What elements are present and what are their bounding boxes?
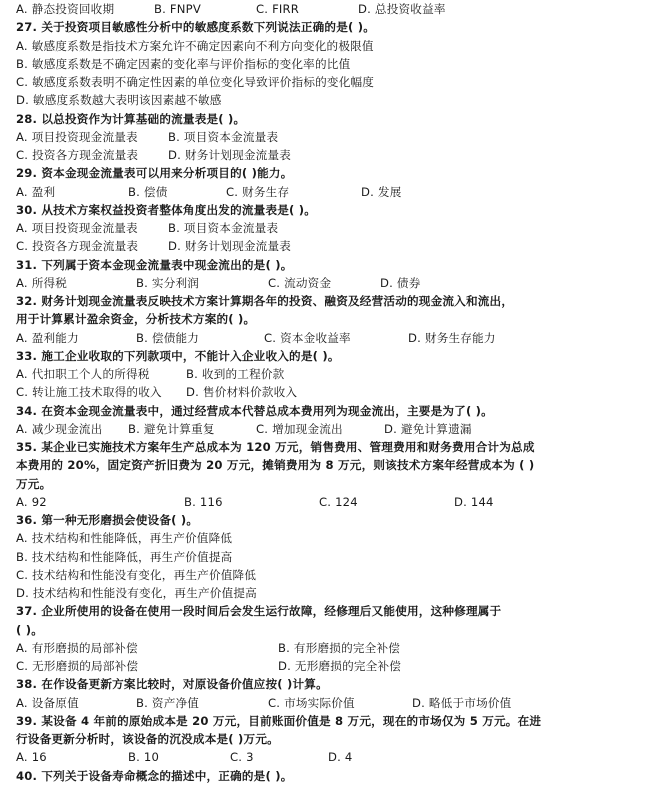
- question-28: 28. 以总投资作为计算基础的流量表是( )。: [16, 111, 246, 126]
- option-b: B. 116: [184, 494, 223, 509]
- q36-option-a: A. 技术结构和性能降低，再生产价值降低: [16, 531, 233, 546]
- option-a: A. 92: [16, 494, 47, 509]
- question-29: 29. 资本金现金流量表可以用来分析项目的( )能力。: [16, 166, 293, 181]
- option-b: B. 实分利润: [136, 275, 200, 290]
- q38-options: [16, 694, 646, 712]
- question-37-line1: 37. 企业所使用的设备在使用一段时间后会发生运行故障，经修理后又能使用，这种修理属于: [16, 604, 502, 619]
- q33-options-cd: [16, 383, 646, 401]
- q35-options: [16, 493, 646, 511]
- option-c: C. 转让施工技术取得的收入: [16, 385, 162, 400]
- option-d: D. 财务计划现金流量表: [168, 239, 292, 254]
- option-c: C. FIRR: [256, 2, 300, 16]
- option-a: A. 有形磨损的局部补偿: [16, 640, 138, 655]
- q28-options-cd: [16, 146, 646, 164]
- option-b: B. 项目资本金流量表: [168, 221, 279, 235]
- q27-option-d: D. 敏感度系数越大表明该因素越不敏感: [16, 93, 222, 108]
- option-c: C. 124: [319, 494, 358, 509]
- q27-option-b: B. 敏感度系数是不确定因素的变化率与评价指标的变化率的比值: [16, 56, 351, 71]
- question-30: 30. 从技术方案权益投资者整体角度出发的流量表是( )。: [16, 202, 317, 217]
- option-a: A. 盈利能力: [16, 330, 79, 345]
- option-c: C. 投资各方现金流量表: [16, 239, 139, 254]
- option-b: B. 偿债能力: [136, 330, 200, 345]
- option-b: B. 资产净值: [136, 695, 200, 710]
- question-40-partial: 40. 下列关于设备寿命概念的描述中，正确的是( )。: [16, 768, 293, 783]
- option-b: B. 避免计算重复: [128, 421, 215, 436]
- q37-options-ab: [16, 639, 646, 657]
- question-31: 31. 下列属于资本金现金流量表中现金流出的是( )。: [16, 257, 293, 272]
- question-37-line2: ( )。: [16, 622, 44, 637]
- option-a: A. 代扣职工个人的所得税: [16, 367, 150, 381]
- q33-options-ab: [16, 365, 646, 383]
- option-a: A. 设备原值: [16, 695, 79, 710]
- question-38: 38. 在作设备更新方案比较时，对原设备价值应按( )计算。: [16, 677, 328, 692]
- option-c: C. 流动资金: [268, 275, 332, 290]
- q27-option-a: A. 敏感度系数是指技术方案允许不确定因素向不利方向变化的极限值: [16, 38, 374, 53]
- option-c: C. 投资各方现金流量表: [16, 148, 139, 162]
- q28-options-ab: [16, 128, 646, 146]
- q32-options: [16, 329, 646, 347]
- option-d: D. 4: [328, 750, 353, 765]
- option-c: C. 资本金收益率: [264, 330, 351, 345]
- option-c: C. 无形磨损的局部补偿: [16, 659, 139, 673]
- option-b: B. 项目资本金流量表: [168, 129, 279, 144]
- option-c: C. 增加现金流出: [256, 421, 343, 436]
- q29-options: [16, 183, 646, 201]
- option-d: D. 总投资收益率: [358, 2, 446, 16]
- option-d: D. 发展: [361, 184, 402, 199]
- option-b: B. FNPV: [154, 2, 201, 16]
- question-32-line2: 用于计算累计盈余资金，分析技术方案的( )。: [16, 312, 256, 327]
- option-d: D. 避免计算遗漏: [384, 421, 472, 436]
- q26-options: [16, 0, 646, 18]
- q36-option-c: C. 技术结构和性能没有变化，再生产价值降低: [16, 567, 257, 582]
- question-27: 27. 关于投资项目敏感性分析中的敏感度系数下列说法正确的是( )。: [16, 20, 376, 35]
- option-a: A. 项目投资现金流量表: [16, 129, 138, 144]
- q37-options-cd: [16, 657, 646, 675]
- option-c: C. 3: [230, 750, 254, 765]
- q36-option-b: B. 技术结构和性能降低，再生产价值提高: [16, 549, 233, 564]
- question-39-line1: 39. 某设备 4 年前的原始成本是 20 万元，目前账面价值是 8 万元，现在的市场仅为 5 万元。在进: [16, 713, 542, 728]
- option-b: B. 偿债: [128, 184, 168, 199]
- q30-options-ab: [16, 219, 646, 237]
- option-d: D. 售价材料价款收入: [186, 385, 298, 400]
- option-c: C. 财务生存: [226, 184, 290, 199]
- question-35-line3: 万元。: [16, 476, 52, 491]
- q36-option-d: D. 技术结构和性能没有变化，再生产价值提高: [16, 586, 257, 600]
- question-35-line1: 35. 某企业已实施技术方案年生产总成本为 120 万元，销售费用、管理费用和财务费用合计为总成: [16, 440, 535, 454]
- option-b: B. 有形磨损的完全补偿: [278, 640, 401, 655]
- option-d: D. 无形磨损的完全补偿: [278, 659, 402, 673]
- q30-options-cd: [16, 237, 646, 255]
- option-d: D. 财务计划现金流量表: [168, 148, 292, 162]
- q31-options: [16, 274, 646, 292]
- option-a: A. 减少现金流出: [16, 421, 103, 436]
- option-d: D. 财务生存能力: [408, 330, 496, 345]
- option-b: B. 10: [128, 750, 160, 765]
- question-36: 36. 第一种无形磨损会使设备( )。: [16, 513, 199, 527]
- option-d: D. 略低于市场价值: [412, 695, 512, 710]
- question-33: 33. 施工企业收取的下列款项中，不能计入企业收入的是( )。: [16, 348, 340, 363]
- question-34: 34. 在资本金现金流量表中，通过经营成本代替总成本费用列为现金流出，主要是为了( )。: [16, 403, 493, 418]
- q27-option-c: C. 敏感度系数表明不确定性因素的单位变化导致评价指标的变化幅度: [16, 75, 375, 89]
- option-a: A. 盈利: [16, 184, 56, 199]
- q34-options: [16, 420, 646, 438]
- question-35-line2: 本费用的 20%，固定资产折旧费为 20 万元，摊销费用为 8 万元，则该技术方案年经营成本为 ( ): [16, 458, 535, 473]
- option-a: A. 静态投资回收期: [16, 2, 115, 16]
- question-39-line2: 行设备更新分析时，该设备的沉没成本是( )万元。: [16, 732, 279, 746]
- option-b: B. 收到的工程价款: [186, 367, 285, 381]
- option-d: D. 144: [454, 494, 494, 509]
- option-a: A. 所得税: [16, 275, 68, 290]
- option-a: A. 项目投资现金流量表: [16, 221, 138, 235]
- option-d: D. 债券: [380, 275, 421, 290]
- q39-options: [16, 748, 646, 766]
- option-c: C. 市场实际价值: [268, 695, 355, 710]
- option-a: A. 16: [16, 750, 47, 765]
- question-32-line1: 32. 财务计划现金流量表反映技术方案计算期各年的投资、融资及经营活动的现金流入和流出，: [16, 294, 514, 308]
